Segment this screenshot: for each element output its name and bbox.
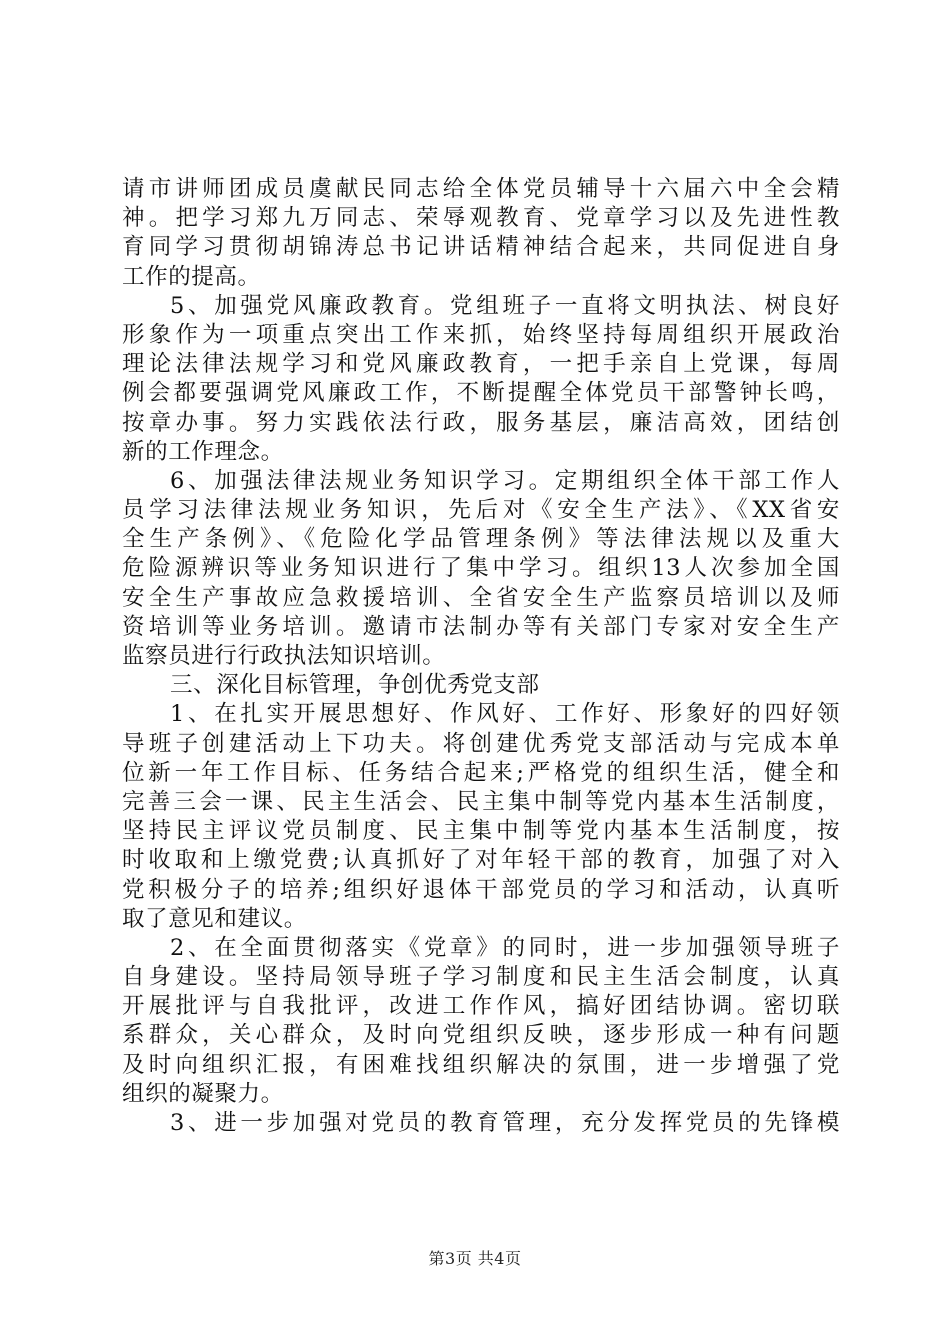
page-footer: 第3页 共4页 (428, 1249, 522, 1268)
text-line: 系群众，关心群众，及时向党组织反映，逐步形成一种有问题 (122, 1022, 840, 1049)
text-line: 按章办事。努力实践依法行政，服务基层，廉洁高效，团结创 (122, 409, 840, 436)
text-line: 取了意见和建议。 (122, 905, 307, 932)
text-line: 神。把学习郑九万同志、荣辱观教育、党章学习以及先进性教 (122, 205, 840, 232)
text-line: 坚持民主评议党员制度、民主集中制等党内基本生活制度，按 (122, 818, 840, 845)
text-line: 安全生产事故应急救援培训、全省安全生产监察员培训以及师 (122, 584, 840, 611)
text-line: 自身建设。坚持局领导班子学习制度和民主生活会制度，认真 (122, 964, 840, 991)
document-body (122, 175, 840, 1138)
text-line: 形象作为一项重点突出工作来抓，始终坚持每周组织开展政治 (122, 321, 840, 348)
text-line: 1、在扎实开展思想好、作风好、工作好、形象好的四好领 (170, 701, 840, 728)
text-line: 全生产条例》、《危险化学品管理条例》等法律法规以及重大 (122, 526, 840, 553)
text-line: 开展批评与自我批评，改进工作作风，搞好团结协调。密切联 (122, 993, 840, 1020)
text-line: 新的工作理念。 (122, 438, 284, 465)
text-line: 3、进一步加强对党员的教育管理，充分发挥党员的先锋模 (170, 1110, 840, 1136)
text-line: 员学习法律法规业务知识，先后对《安全生产法》、《XX省安 (122, 497, 840, 524)
text-line: 2、在全面贯彻落实《党章》的同时，进一步加强领导班子 (170, 934, 840, 961)
text-line: 例会都要强调党风廉政工作，不断提醒全体党员干部警钟长鸣， (122, 380, 840, 407)
text-line: 三、深化目标管理，争创优秀党支部 (170, 672, 540, 699)
text-line: 资培训等业务培训。邀请市法制办等有关部门专家对安全生产 (122, 613, 840, 640)
text-line: 及时向组织汇报，有困难找组织解决的氛围，进一步增强了党 (122, 1051, 840, 1078)
text-line: 时收取和上缴党费;认真抓好了对年轻干部的教育，加强了对入 (122, 847, 840, 874)
text-line: 理论法律法规学习和党风廉政教育，一把手亲自上党课，每周 (122, 351, 840, 378)
text-line: 6、加强法律法规业务知识学习。定期组织全体干部工作人 (170, 467, 840, 494)
text-line: 组织的凝聚力。 (122, 1080, 284, 1107)
text-line: 导班子创建活动上下功夫。将创建优秀党支部活动与完成本单 (122, 730, 840, 757)
text-line: 完善三会一课、民主生活会、民主集中制等党内基本生活制度， (122, 788, 840, 815)
text-line: 育同学习贯彻胡锦涛总书记讲话精神结合起来，共同促进自身 (122, 234, 840, 261)
text-line: 5、加强党风廉政教育。党组班子一直将文明执法、树良好 (170, 292, 840, 319)
text-line: 请市讲师团成员虞献民同志给全体党员辅导十六届六中全会精 (122, 176, 840, 202)
text-line: 党积极分子的培养;组织好退体干部党员的学习和活动，认真听 (122, 876, 840, 903)
text-line: 位新一年工作目标、任务结合起来;严格党的组织生活，健全和 (122, 759, 840, 786)
text-line: 工作的提高。 (122, 263, 261, 290)
text-line: 危险源辨识等业务知识进行了集中学习。组织13人次参加全国 (122, 555, 840, 582)
text-line: 监察员进行行政执法知识培训。 (122, 643, 446, 669)
